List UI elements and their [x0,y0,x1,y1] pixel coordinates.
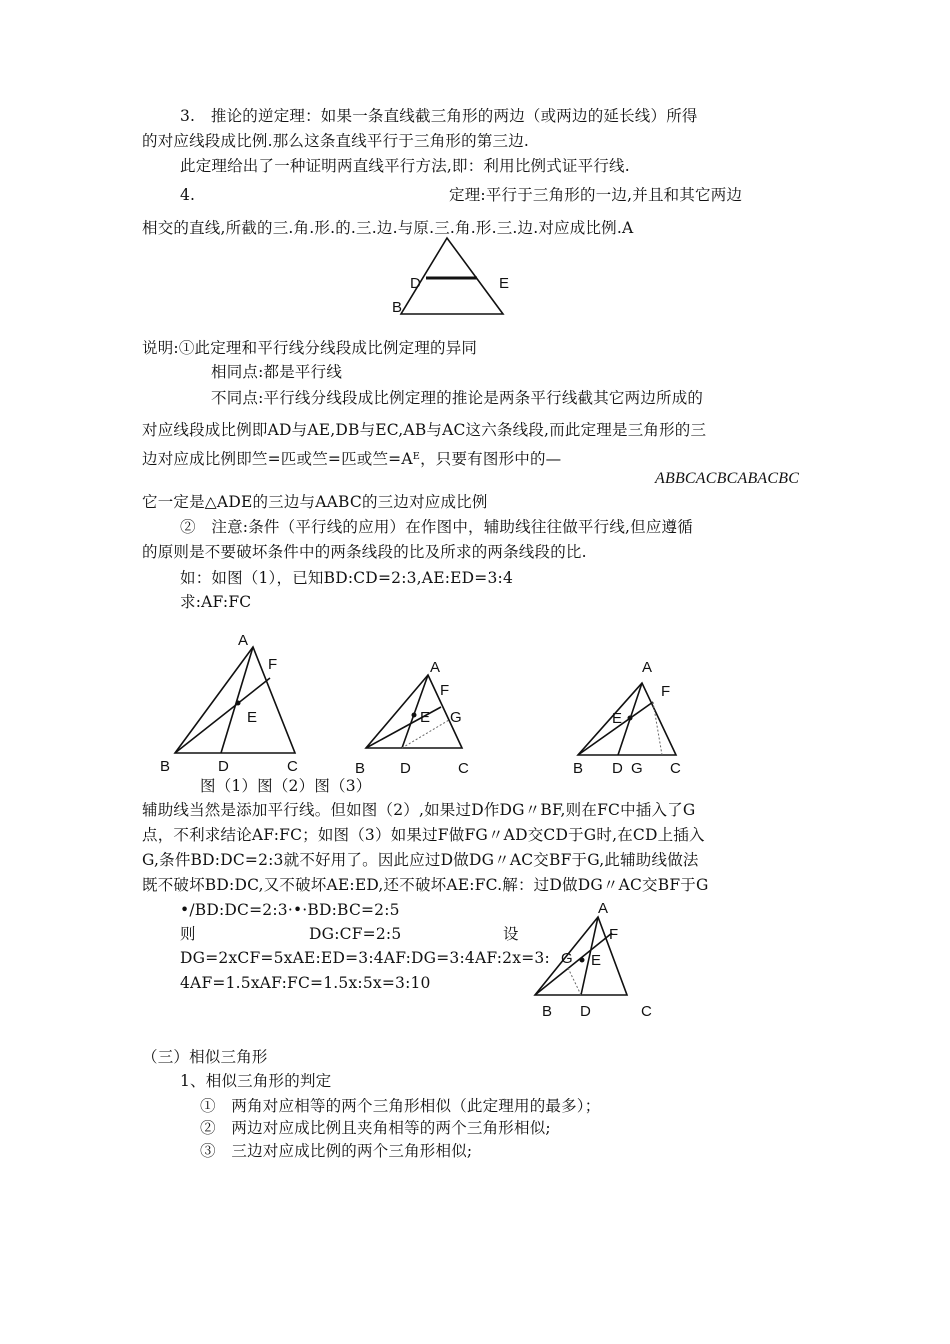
text-line: DG=2xCF=5xAE:ED=3:4AF:DG=3:4AF:2x=3: [180,949,550,967]
text-line: DG:CF=2:5 [309,925,402,943]
figure-3 [565,650,705,780]
label-d: D [400,760,411,777]
text-line: 相交的直线,所截的三.角.形.的.三.边.与原.三.角.形.三.边.对应成比例.A [142,219,634,237]
text-line: 的原则是不要破坏条件中的两条线段的比及所求的两条线段的比. [142,543,587,561]
label-a: A [430,659,441,676]
label-d: D [218,758,229,775]
list-item: ① 两角对应相等的两个三角形相似（此定理用的最多）； [200,1097,601,1115]
text-line: 此定理给出了一种证明两直线平行方法,即：利用比例式证平行线. [180,157,630,175]
text-line: 则 [180,925,196,943]
text-line: 3. 推论的逆定理：如果一条直线截三角形的两边（或两边的延长线）所得 [180,107,698,125]
label-b: B [573,760,584,777]
label-b: B [392,299,403,316]
label-e: E [420,709,431,726]
text-line: 4. [180,186,196,204]
label-d: D [410,275,421,292]
label-f: F [609,926,619,943]
text-line: G,条件BD:DC=2:3就不好用了。因此应过D做DG〃AC交BF于G,此辅助线做法 [142,851,699,869]
label-c: C [458,760,469,777]
section-heading: （三）相似三角形 [142,1048,268,1066]
text-line: 说明:①此定理和平行线分线段成比例定理的异同 [142,339,478,357]
label-f: F [440,682,450,699]
label-a: A [238,632,249,649]
text-line: 辅助线当然是添加平行线。但如图（2）,如果过D作DG〃BF,则在FC中插入了G [142,801,696,819]
label-c: C [641,1003,652,1020]
figure-solution [525,895,665,1025]
label-g: G [631,760,643,777]
subsection-heading: 1、相似三角形的判定 [180,1072,332,1090]
label-d: D [612,760,623,777]
text-line: 如：如图（1），已知BD:CD=2:3,AE:ED=3:4 [180,569,514,587]
label-c: C [287,758,298,775]
label-e: E [612,710,623,727]
label-a: A [642,659,653,676]
label-e: E [247,709,258,726]
text-line: 4AF=1.5xAF:FC=1.5x:5x=3:10 [180,974,431,992]
figure-triangle-de [380,230,530,330]
figure-1 [150,625,320,785]
label-g: G [450,709,462,726]
label-c: C [670,760,681,777]
text-line: 边对应成比例即竺=匹或竺=匹或竺=Aᴱ，只要有图形中的— [142,450,562,468]
figure-captions: 图（1）图（2）图（3） [200,777,372,795]
text-line: 它一定是△ADE的三边与AABC的三边对应成比例 [142,493,488,511]
label-g: G [561,950,573,967]
text-line: 的对应线段成比例.那么这条直线平行于三角形的第三边. [142,132,530,150]
list-item: ③ 三边对应成比例的两个三角形相似; [200,1142,473,1160]
text-line: 点，不利求结论AF:FC；如图（3）如果过F做FG〃AD交CD于G时,在CD上插入 [142,826,705,844]
text-line: 设 [503,925,519,943]
text-line: 对应线段成比例即AD与AE,DB与EC,AB与AC这六条线段,而此定理是三角形的三 [142,421,707,439]
label-f: F [661,683,671,700]
text-line: 既不破坏BD:DC,又不破坏AE:ED,还不破坏AE:FC.解：过D做DG〃AC交BF于G [142,876,709,894]
label-b: B [355,760,366,777]
text-line: 相同点:都是平行线 [211,363,343,381]
text-line: ABBCACBCABACBC [655,470,800,487]
label-b: B [542,1003,553,1020]
text-line: 不同点:平行线分线段成比例定理的推论是两条平行线截其它两边所成的 [211,389,704,407]
label-e: E [591,952,602,969]
text-line: ② 注意:条件（平行线的应用）在作图中，辅助线往往做平行线,但应遵循 [180,518,693,536]
text-line: 求:AF:FC [180,593,252,611]
figure-2 [355,650,495,780]
list-item: ② 两边对应成比例且夹角相等的两个三角形相似; [200,1119,551,1137]
label-d: D [580,1003,591,1020]
label-e: E [499,275,510,292]
text-line: •/BD:DC=2:3·•·BD:BC=2:5 [180,901,400,919]
text-line: 定理:平行于三角形的一边,并且和其它两边 [449,186,743,204]
label-a: A [598,900,609,917]
label-f: F [268,656,278,673]
label-b: B [160,758,171,775]
